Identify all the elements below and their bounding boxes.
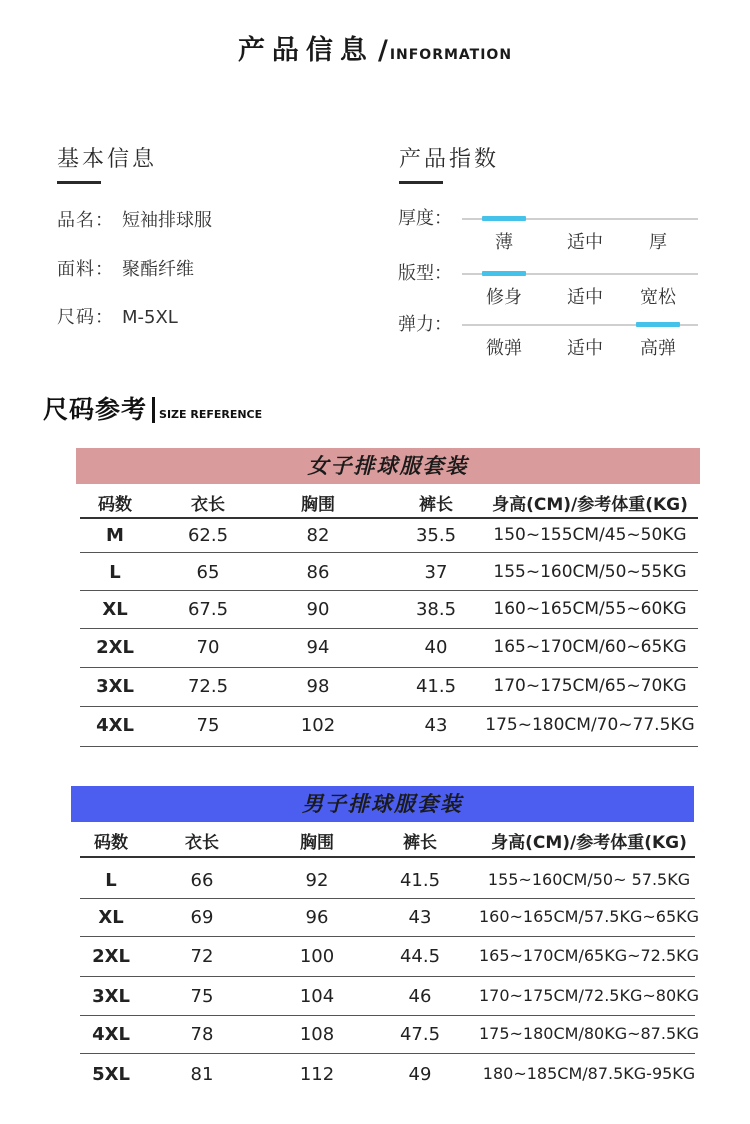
men-table-banner: 男子排球服套装 [71, 786, 694, 822]
product-index-underline [399, 181, 443, 184]
index-option: 高弹 [640, 338, 676, 359]
table-header-cell: 裤长 [403, 833, 437, 853]
table-cell: 40 [424, 637, 448, 658]
index-selected-marker [482, 271, 526, 276]
table-row-rule [80, 1053, 695, 1054]
info-value: 聚酯纤维 [122, 259, 194, 280]
table-cell: 96 [305, 907, 329, 928]
table-row-rule [80, 552, 698, 553]
index-option: 修身 [486, 287, 522, 308]
table-cell: 150~155CM/45~50KG [493, 525, 687, 545]
table-header-rule [80, 856, 695, 858]
table-cell: 38.5 [415, 599, 457, 620]
table-cell: 175~180CM/70~77.5KG [485, 715, 695, 735]
table-cell: 66 [190, 870, 214, 891]
table-cell: 62.5 [187, 525, 229, 546]
table-cell: 4XL [96, 715, 134, 736]
index-label: 厚度： [398, 208, 452, 229]
table-cell: 82 [306, 525, 330, 546]
info-row-size [57, 303, 178, 329]
table-cell: 43 [408, 907, 432, 928]
table-header-cell: 码数 [94, 833, 128, 853]
table-row-rule [80, 590, 698, 591]
table-header-cell: 衣长 [191, 495, 225, 515]
table-row-rule [80, 746, 698, 747]
index-option: 适中 [567, 232, 603, 253]
title-slash: / [377, 35, 388, 66]
table-cell: 100 [299, 946, 335, 967]
basic-info-title: 基本信息 [57, 147, 158, 172]
info-label: 面料： [57, 259, 114, 280]
table-cell: 90 [306, 599, 330, 620]
table-cell: 86 [306, 562, 330, 583]
table-cell: 37 [424, 562, 448, 583]
table-cell: 70 [196, 637, 220, 658]
index-option: 薄 [495, 232, 513, 253]
table-cell: 43 [424, 715, 448, 736]
table-header-cell: 身高(CM)/参考体重(KG) [491, 833, 687, 853]
table-cell: XL [102, 599, 128, 620]
table-cell: 180~185CM/87.5KG-95KG [482, 1064, 696, 1083]
table-row-rule [80, 667, 698, 668]
info-value: 短袖排球服 [122, 210, 212, 231]
table-cell: 3XL [96, 676, 134, 697]
table-cell: 2XL [96, 637, 134, 658]
table-header-cell: 裤长 [419, 495, 453, 515]
index-option: 适中 [567, 287, 603, 308]
table-cell: 108 [299, 1024, 335, 1045]
info-label: 品名： [57, 210, 114, 231]
table-cell: 72.5 [187, 676, 229, 697]
table-cell: 92 [305, 870, 329, 891]
table-cell: L [109, 562, 121, 583]
table-header-cell: 胸围 [300, 833, 334, 853]
table-cell: 41.5 [415, 676, 457, 697]
table-cell: 3XL [92, 986, 130, 1007]
table-header-rule [80, 517, 698, 519]
table-cell: XL [98, 907, 124, 928]
women-table-banner: 女子排球服套装 [76, 448, 700, 484]
table-header-cell: 身高(CM)/参考体重(KG) [492, 495, 688, 515]
table-cell: 47.5 [399, 1024, 441, 1045]
table-cell: 170~175CM/72.5KG~80KG [478, 986, 700, 1005]
table-cell: 75 [190, 986, 214, 1007]
info-row-fabric [57, 255, 194, 281]
table-cell: 67.5 [187, 599, 229, 620]
table-cell: 75 [196, 715, 220, 736]
table-cell: L [105, 870, 117, 891]
index-option: 宽松 [640, 287, 676, 308]
table-header-cell: 衣长 [185, 833, 219, 853]
table-cell: 2XL [92, 946, 130, 967]
table-cell: M [106, 525, 124, 546]
table-row-rule [80, 936, 695, 937]
table-cell: 165~170CM/60~65KG [493, 637, 687, 657]
product-index-title: 产品指数 [399, 147, 500, 172]
table-cell: 81 [190, 1064, 214, 1085]
table-row-rule [80, 706, 698, 707]
index-option: 微弹 [486, 338, 522, 359]
table-row-rule [80, 628, 698, 629]
size-reference-title-en: SIZE REFERENCE [159, 408, 263, 421]
table-header-cell: 胸围 [301, 495, 335, 515]
info-value: M-5XL [122, 307, 178, 328]
index-option: 适中 [567, 338, 603, 359]
index-selected-marker [636, 322, 680, 327]
index-selected-marker [482, 216, 526, 221]
page-title-en: INFORMATION [389, 47, 513, 63]
table-cell: 112 [299, 1064, 335, 1085]
table-cell: 160~165CM/55~60KG [493, 599, 687, 619]
table-header-cell: 码数 [98, 495, 132, 515]
table-row-rule [80, 976, 695, 977]
page-title: 产品信息 [237, 35, 374, 66]
heading-divider [152, 397, 155, 423]
index-label: 版型： [398, 263, 452, 284]
table-cell: 175~180CM/80KG~87.5KG [478, 1024, 700, 1043]
table-cell: 41.5 [399, 870, 441, 891]
table-cell: 155~160CM/50~55KG [493, 562, 687, 582]
table-cell: 5XL [92, 1064, 130, 1085]
table-cell: 69 [190, 907, 214, 928]
index-option: 厚 [649, 232, 667, 253]
table-cell: 98 [306, 676, 330, 697]
table-cell: 94 [306, 637, 330, 658]
table-cell: 65 [196, 562, 220, 583]
info-label: 尺码： [57, 307, 114, 328]
table-cell: 78 [190, 1024, 214, 1045]
table-cell: 35.5 [415, 525, 457, 546]
basic-info-underline [57, 181, 101, 184]
page-header [0, 28, 750, 67]
table-cell: 46 [408, 986, 432, 1007]
table-cell: 155~160CM/50~ 57.5KG [487, 870, 691, 889]
table-row-rule [80, 1015, 695, 1016]
info-row-name [57, 206, 212, 232]
table-cell: 4XL [92, 1024, 130, 1045]
table-cell: 44.5 [399, 946, 441, 967]
index-label: 弹力： [398, 314, 452, 335]
table-cell: 165~170CM/65KG~72.5KG [478, 946, 700, 965]
table-cell: 102 [300, 715, 336, 736]
table-cell: 160~165CM/57.5KG~65KG [478, 907, 700, 926]
table-cell: 104 [299, 986, 335, 1007]
table-row-rule [80, 898, 695, 899]
size-reference-title: 尺码参考 [43, 395, 148, 424]
table-cell: 49 [408, 1064, 432, 1085]
size-reference-heading [43, 390, 262, 426]
table-cell: 170~175CM/65~70KG [493, 676, 687, 696]
table-cell: 72 [190, 946, 214, 967]
